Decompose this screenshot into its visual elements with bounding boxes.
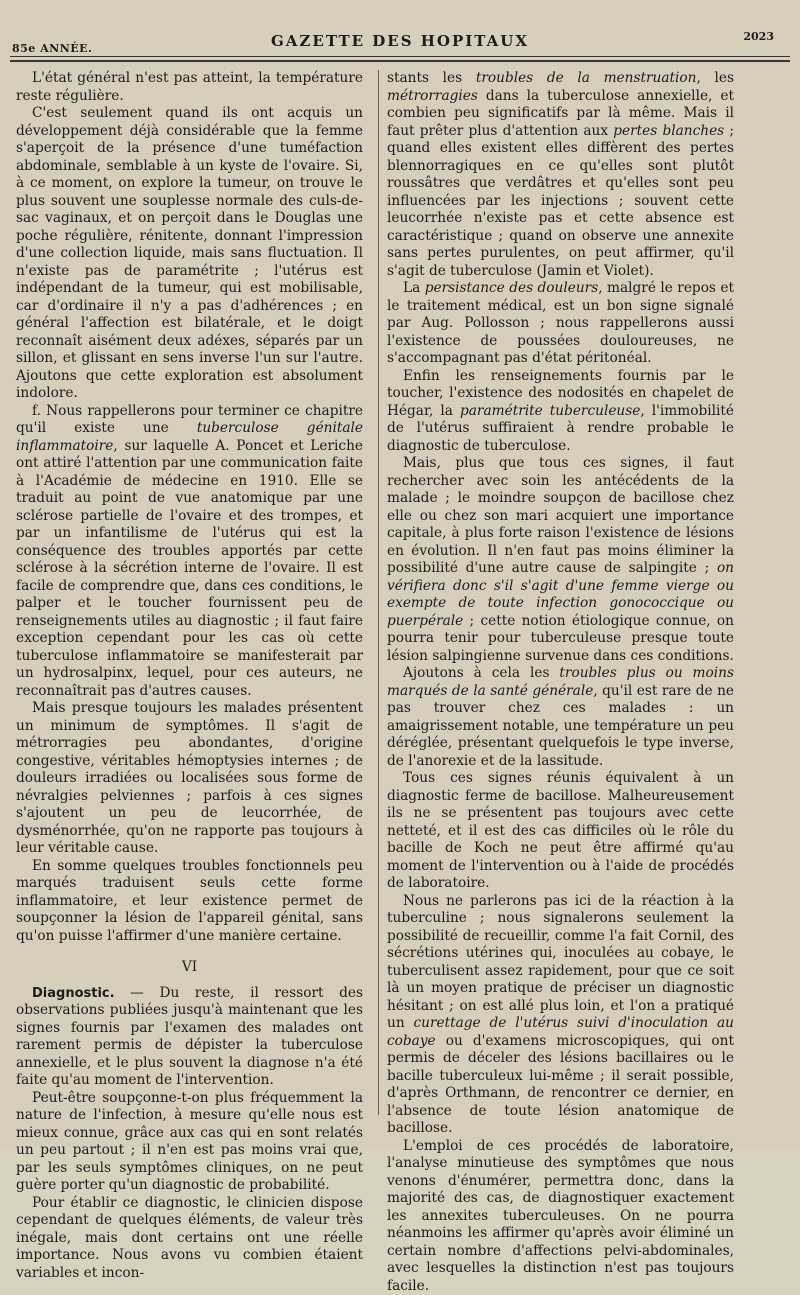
text-run: , qu'il est rare de ne pas trouver chez ces malades : un amaigrissement notable, une température un peu déréglée, présentant quelquefois le type inverse, de l'anorexie et de la lassitude. xyxy=(387,683,734,769)
italic-term: on vérifiera donc s'il s'agit d'une femme vierge ou exempte de toute infection gonococcique ou puerpérale xyxy=(387,560,734,629)
publication-title: GAZETTE DES HOPITAUX xyxy=(10,32,790,50)
text-run: Enfin les renseignements fournis par le toucher, l'existence des nodosités en chapelet de Hégar, la xyxy=(387,368,734,419)
section-heading: Diagnostic. xyxy=(32,986,115,1001)
paragraph: Peut-être soupçonne-t-on plus fréquemment la nature de l'infection, à mesure qu'elle nous est mieux connue, grâce aux cas qui en sont relatés un peu partout ; il n'en est pas moins vrai que, par les seuls symptômes cliniques, on ne peut guère porter qu'un diagnostic de probabilité. xyxy=(16,1090,363,1195)
paragraph xyxy=(16,985,363,1090)
italic-term: tuberculose génitale inflammatoire xyxy=(16,420,363,454)
header-rule-double xyxy=(10,60,790,62)
text-run: , l'immobilité de l'utérus suffiraient à rendre probable le diagnostic de tuberculose. xyxy=(387,403,734,454)
header-rule xyxy=(10,56,790,57)
italic-term: troubles de la menstruation xyxy=(476,70,697,86)
paragraph xyxy=(387,665,734,770)
paragraph: C'est seulement quand ils ont acquis un développement déjà considérable que la femme s'aperçoit de la présence d'une tuméfaction abdominale, semblable à un kyste de l'ovaire. Si, à ce moment, on explore la tumeur, on trouve le plus souvent une souplesse normale des culs-de-sac vaginaux, et on perçoit dans le Douglas une poche régulière, rénitente, donnant l'impression d'une collection liquide, mais sans fluctuation. Il n'existe pas de paramétrite ; l'utérus est indépendant de la tumeur, qui est mobilisable, car d'ordinaire il n'y a pas d'adhérences ; en général l'affection est bilatérale, et le doigt reconnaît aisément deux adéxes, séparés par un sillon, et glissant en sens inverse l'un sur l'autre. Ajoutons que cette exploration est absolument indolore. xyxy=(16,105,363,403)
text-run: , les xyxy=(696,70,734,86)
paragraph xyxy=(387,70,734,280)
text-run: Mais, plus que tous ces signes, il faut rechercher avec soin les antécédents de la malade ; le moindre soupçon de bacillose chez elle ou chez son mari acquiert une importance capitale, à plus forte raison l'existence de lésions en évolution. Il n'en faut pas moins éliminer la possibilité d'une autre cause de salpingite ; xyxy=(387,455,734,576)
left-column xyxy=(16,70,363,1140)
page-number: 2023 xyxy=(743,30,774,43)
text-run: — Du reste, il ressort des observations publiées jusqu'à maintenant que les signes fournis par l'examen des malades ont rarement permis de dépister la tuberculose annexielle, et le plus souvent la diagnose n'a été faite qu'au moment de l'intervention. xyxy=(16,985,363,1089)
paragraph: Tous ces signes réunis équivalent à un diagnostic ferme de bacillose. Malheureusement ils ne se présentent pas toujours avec cette netteté, et il est des cas difficiles où le rôle du bacille de Koch ne peut être affirmé qu'au moment de l'intervention ou à l'aide de procédés de laboratoire. xyxy=(387,770,734,893)
paragraph: L'emploi de ces procédés de laboratoire, l'analyse minutieuse des symptômes que nous venons d'énumérer, permettra donc, dans la majorité des cas, de diagnostiquer exactement les annexites tuberculeuses. On ne pourra néanmoins les affirmer qu'après avoir éliminé un certain nombre d'affections pelvi-abdominales, avec lesquelles la distinction n'est pas toujours facile. xyxy=(387,1138,734,1295)
paragraph xyxy=(387,368,734,456)
paragraph xyxy=(387,280,734,368)
article-columns xyxy=(16,70,786,1140)
paragraph: En somme quelques troubles fonctionnels peu marqués traduisent seuls cette forme inflammatoire, et leur existence permet de soupçonner la lésion de l'appareil génital, sans qu'on puisse l'affirmer d'une manière certaine. xyxy=(16,858,363,946)
paragraph: L'état général n'est pas atteint, la température reste régulière. xyxy=(16,70,363,105)
text-run: ou d'examens microscopiques, qui ont permis de déceler des lésions bacillaires ou le bacille tuberculeux lui-même ; il serait possible, d'après Orthmann, de rencontrer ce dernier, en l'absence de toute lésion anatomique de bacillose. xyxy=(387,1033,734,1137)
italic-term: métrorragies xyxy=(387,88,478,104)
text-run: , malgré le repos et le traitement médical, est un bon signe signalé par Aug. Pollosson ; nous rappellerons aussi l'existence de poussées douloureuses, ne s'accompagnant pas d'état péritonéal. xyxy=(387,280,734,366)
text-run: La xyxy=(403,280,425,296)
text-run: ; quand elles existent elles diffèrent des pertes blennorragiques en ce qu'elles sont plutôt roussâtres que verdâtres et qu'elles sont peu influencées par les injections ; souvent cette leucorrhée n'existe pas et cette absence est caractéristique ; quand on observe une annexite sans pertes purulentes, on peut affirmer, qu'il s'agit de tuberculose (Jamin et Violet). xyxy=(387,123,734,279)
column-divider xyxy=(378,70,379,1115)
text-run: f. Nous rappellerons pour terminer ce chapitre qu'il existe une xyxy=(16,403,363,437)
page-header xyxy=(10,26,790,60)
text-run: stants les xyxy=(387,70,476,86)
italic-term: pertes blanches xyxy=(613,123,724,139)
text-run: ; cette notion étiologique connue, on pourra tenir pour tuberculeuse presque toute lésion salpingienne survenue dans ces conditions. xyxy=(387,613,734,664)
text-run: Nous ne parlerons pas ici de la réaction à la tuberculine ; nous signalerons seulement la possibilité de recueillir, comme l'a fait Cornil, des sécrétions utérines qui, inoculées au cobaye, le tuberculisent assez rapidement, pour que ce soit là un moyen pratique de préciser un diagnostic hésitant ; on est allé plus loin, et l'on a pratiqué un xyxy=(387,893,734,1032)
italic-term: curettage de l'utérus suivi d'inoculation au cobaye xyxy=(387,1015,734,1049)
paragraph: Mais presque toujours les malades présentent un minimum de symptômes. Il s'agit de métrorragies peu abondantes, d'origine congestive, véritables hémoptysies internes ; de douleurs irradiées ou localisées sous forme de névralgies pelviennes ; parfois à ces signes s'ajoutent un peu de leucorrhée, de dysménorrhée, qu'on ne rapporte pas toujours à leur véritable cause. xyxy=(16,700,363,858)
right-column xyxy=(387,70,734,1140)
section-number: VI xyxy=(16,959,363,977)
paragraph: Pour établir ce diagnostic, le clinicien dispose cependant de quelques éléments, de valeur très inégale, mais dont certains ont une réelle importance. Nous avons vu combien étaient variables et incon- xyxy=(16,1195,363,1283)
text-run: Ajoutons à cela les xyxy=(403,665,559,681)
text-run: , sur laquelle A. Poncet et Leriche ont attiré l'attention par une communication faite à l'Académie de médecine en 1910. Elle se traduit au point de vue anatomique par une sclérose partielle de l'ovaire et des trompes, et par un infantilisme de l'utérus qui est la conséquence des troubles apportés par cette sclérose à la sécrétion interne de l'ovaire. Il est facile de comprendre que, dans ces conditions, le palper et le toucher fournissent peu de renseignements utiles au diagnostic ; il faut faire exception cependant pour les cas où cette tuberculose inflammatoire se manifesterait par un hydrosalpinx, lequel, pour ces auteurs, ne reconnaîtrait pas d'autres causes. xyxy=(16,438,363,699)
text-run: dans la tuberculose annexielle, et combien peu significatifs par là même. Mais il faut prêter plus d'attention aux xyxy=(387,88,734,139)
italic-term: troubles plus ou moins marqués de la santé générale xyxy=(387,665,734,699)
paragraph xyxy=(387,455,734,665)
paragraph xyxy=(16,403,363,701)
paragraph xyxy=(387,893,734,1138)
issue-label: 85e ANNÉE. xyxy=(12,42,92,55)
italic-term: persistance des douleurs xyxy=(425,280,599,296)
italic-term: paramétrite tuberculeuse xyxy=(460,403,640,419)
